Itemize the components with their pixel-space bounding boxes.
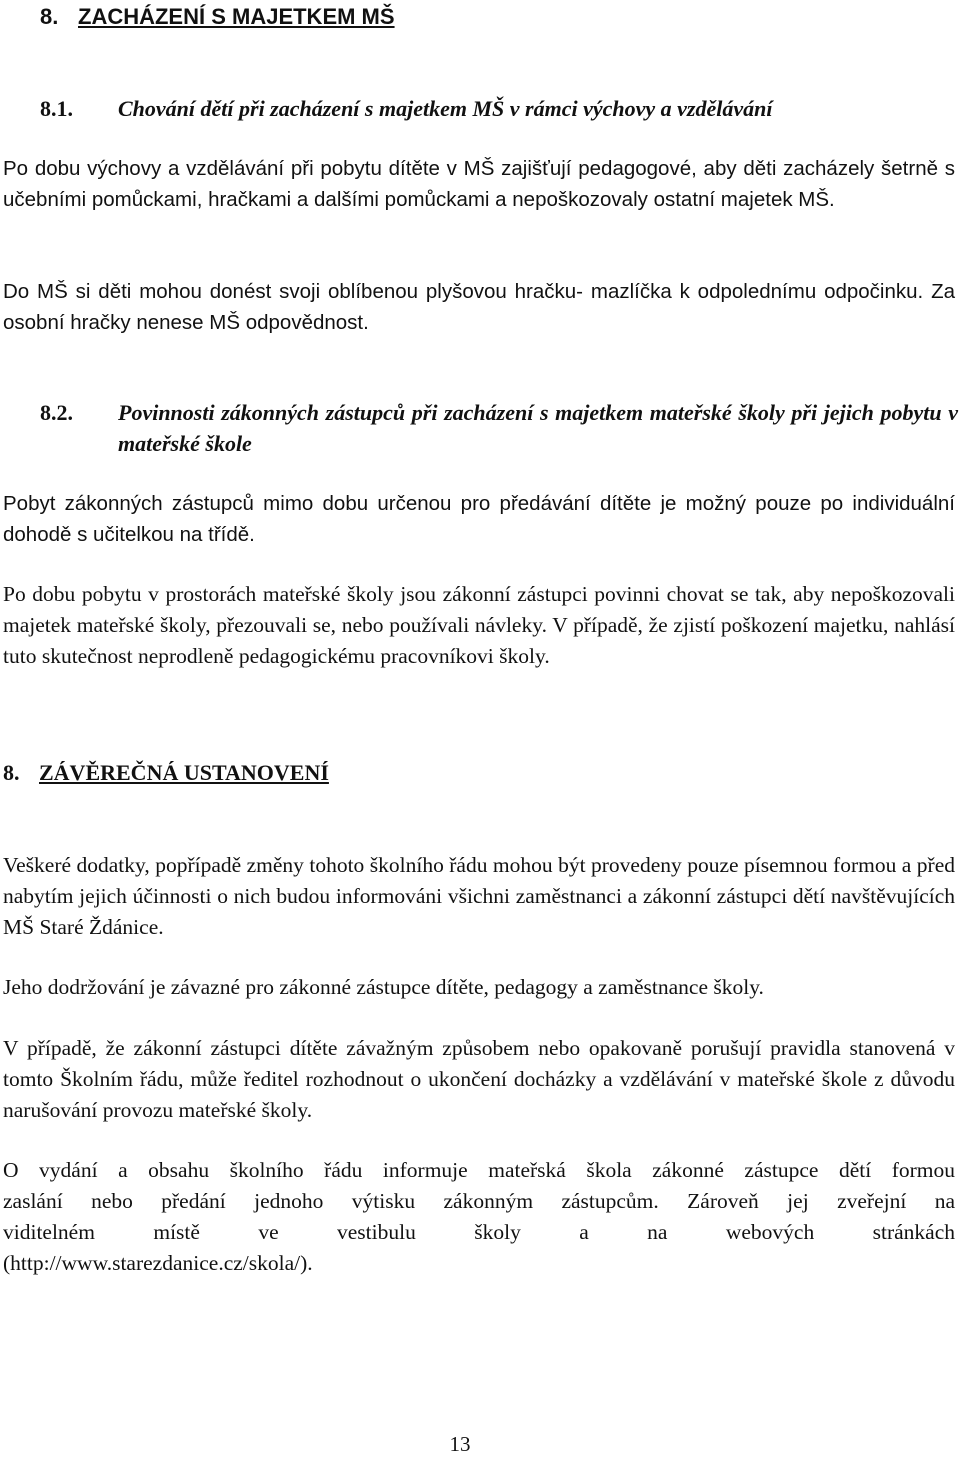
paragraph-publication [3,1155,955,1279]
section-title: ZACHÁZENÍ S MAJETKEM MŠ [78,4,395,29]
section-heading [40,4,395,30]
subsection-title: Chování dětí při zacházení s majetkem MŠ v rámci výchovy a vzdělávání [118,96,773,121]
section-heading-final [3,760,329,786]
subsection-number: 8.2. [40,400,73,425]
paragraph-amendments: Veškeré dodatky, popřípadě změny tohoto školního řádu mohou být provedeny pouze písemnou formou a před nabytím jejich účinnosti o nich budou informováni všichni zaměstnanci a zákonní zástupci dětí navštěvujících MŠ Staré Ždánice. [3,853,955,939]
paragraph-violations: V případě, že zákonní zástupci dítěte závažným způsobem nebo opakovaně porušují pravidla stanovená v tomto Školním řádu, může ředitel rozhodnout o ukončení docházky a vzdělávání v mateřské škole z důvodu narušování provozu mateřské školy. [3,1036,955,1122]
paragraph-plush-toys: Do MŠ si děti mohou donést svoji oblíbenou plyšovou hračku- mazlíčka k odpolednímu odpočinku. Za osobní hračky nenese MŠ odpovědnost. [3,280,955,334]
subsection-title-part1: Povinnosti zákonných zástupců při zacházení s majetkem mateřské školy při jejich pobytu v [118,400,958,425]
subsection-number: 8.1. [40,96,73,121]
paragraph-parents-behaviour: Po dobu pobytu v prostorách mateřské školy jsou zákonní zástupci povinni chovat se tak, aby nepoškozovali majetek mateřské školy, přezouvali se, nebo používali návleky. V případě, že zjistí poškození majetku, nahlásí tuto skutečnost neprodleně pedagogickému pracovníkovi školy. [3,582,955,668]
paragraph-line: O vydání a obsahu školního řádu informuje mateřská škola zákonné zástupce dětí formou [3,1158,955,1182]
subsection-title [118,397,958,459]
paragraph-compliance: Jeho dodržování je závazné pro zákonné zástupce dítěte, pedagogy a zaměstnance školy. [3,975,764,999]
section-number: 8. [3,760,20,785]
subsection-heading-8-2 [40,397,958,459]
section-title: ZÁVĚREČNÁ USTANOVENÍ [39,760,329,785]
paragraph-children-care: Po dobu výchovy a vzdělávání při pobytu dítěte v MŠ zajišťují pedagogové, aby děti zacházely šetrně s učebními pomůckami, hračkami a dalšími pomůckami a nepoškozovaly ostatní majetek MŠ. [3,157,955,211]
page-number: 13 [449,1432,471,1456]
paragraph-parents-stay: Pobyt zákonných zástupců mimo dobu určenou pro předávání dítěte je možný pouze po individuální dohodě s učitelkou na třídě. [3,492,955,546]
paragraph-line: (http://www.starezdanice.cz/skola/). [3,1251,313,1275]
subsection-title-part2: mateřské škole [118,431,252,456]
paragraph-line: viditelném místě ve vestibulu školy a na webových stránkách [3,1220,955,1244]
subsection-heading-8-1 [40,93,920,125]
section-number: 8. [40,4,59,29]
paragraph-line: zaslání nebo předání jednoho výtisku zákonným zástupcům. Zároveň jej zveřejní na [3,1189,955,1213]
